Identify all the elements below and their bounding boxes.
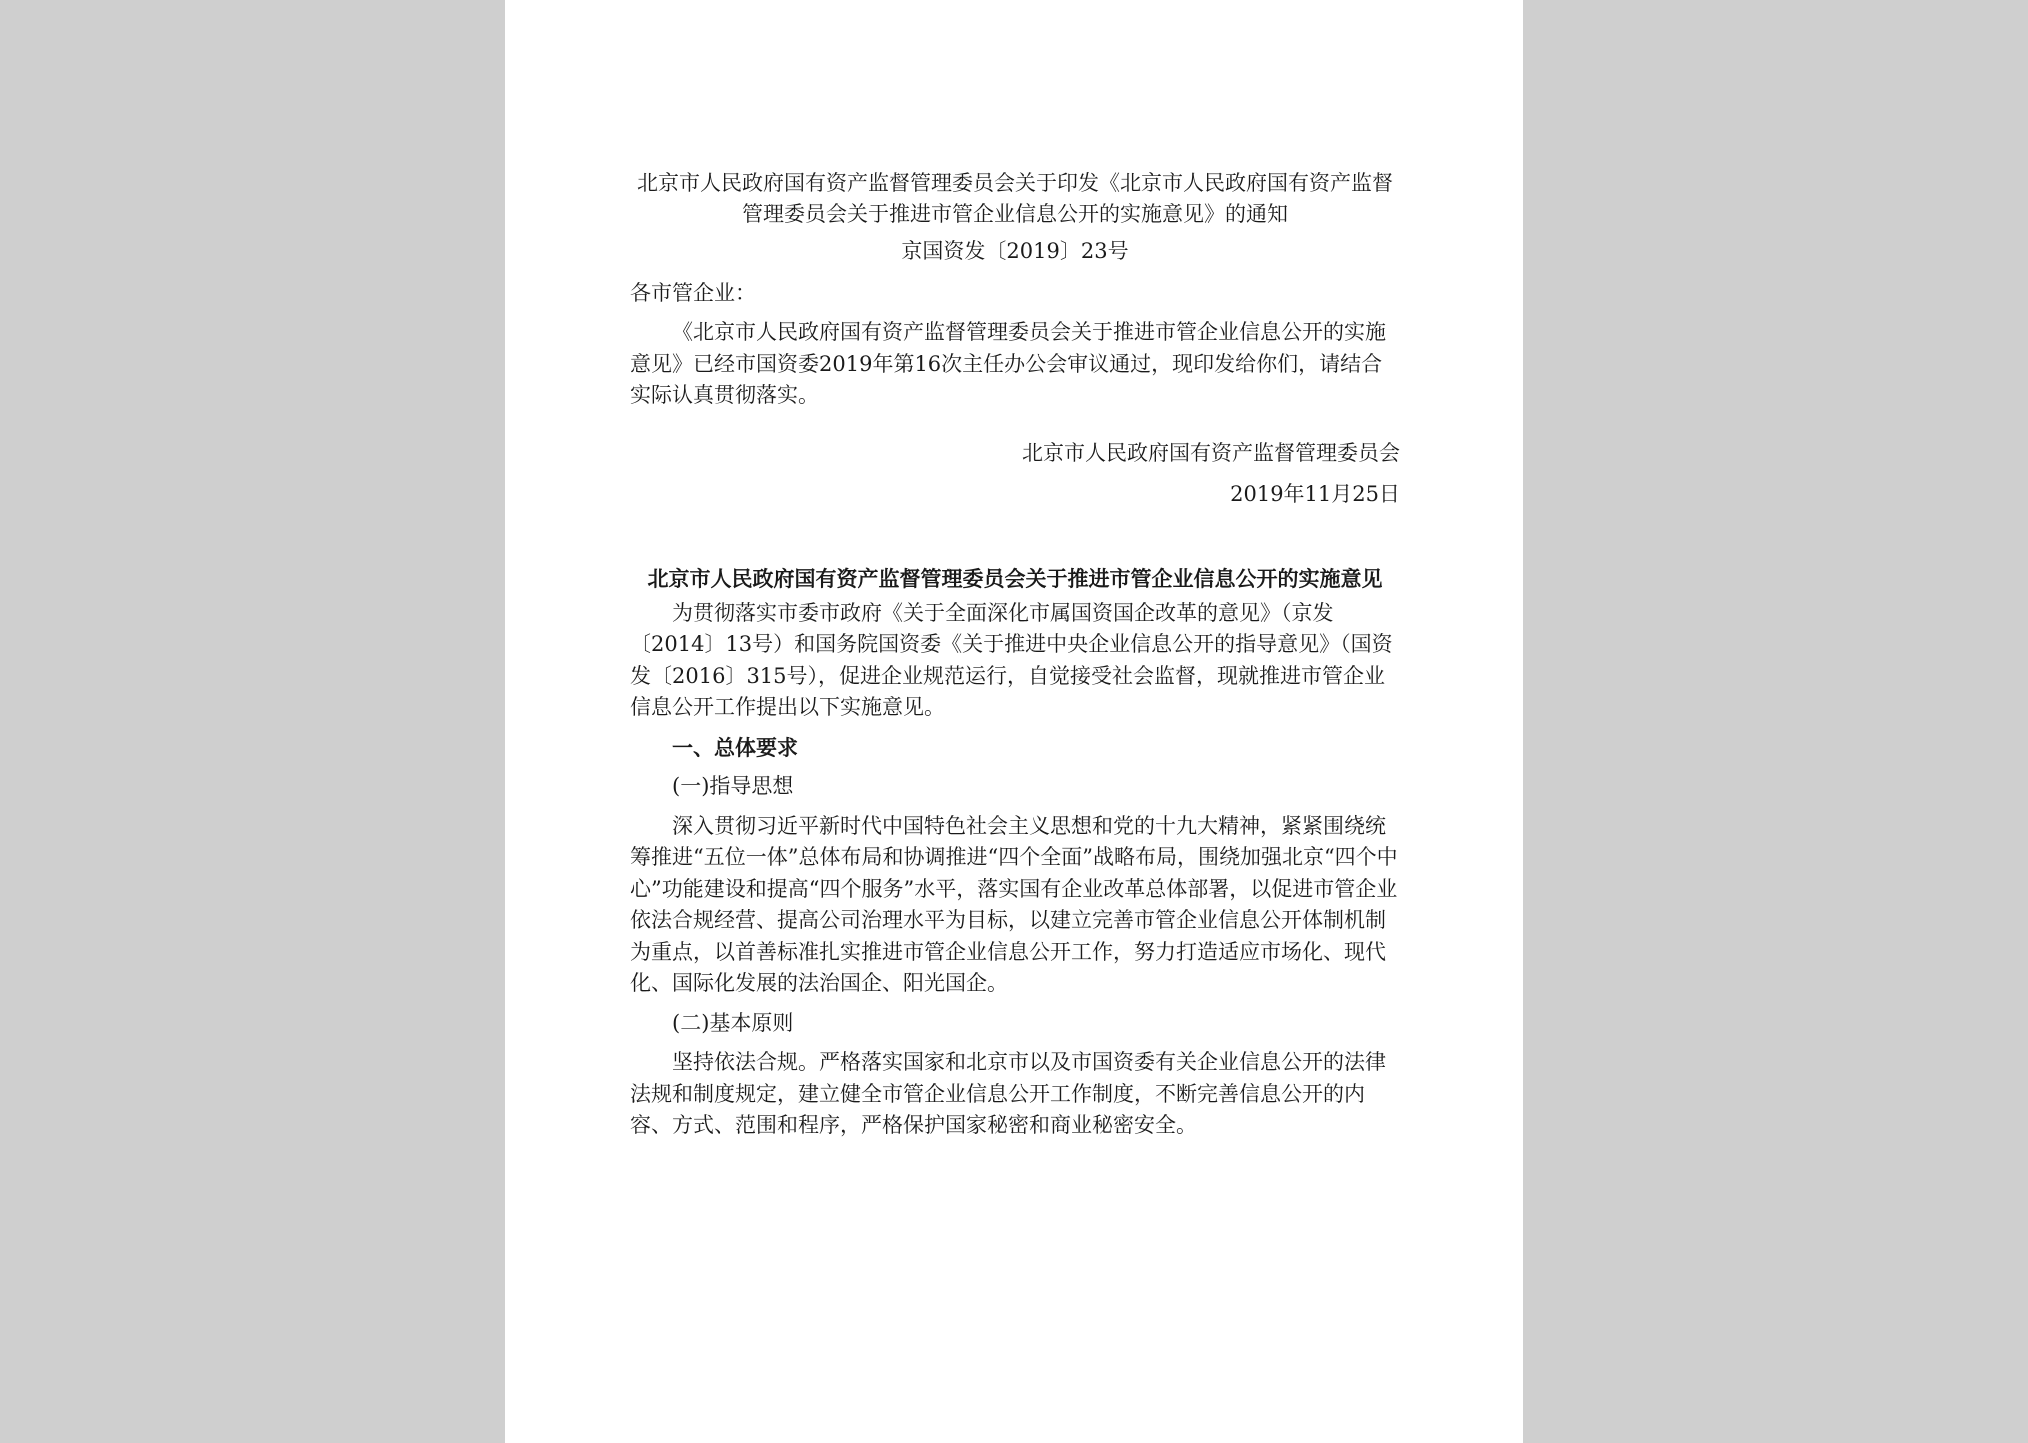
notice-body: 《北京市人民政府国有资产监督管理委员会关于推进市管企业信息公开的实施意见》已经市国资委2019年第16次主任办公会审议通过，现印发给你们，请结合实际认真贯彻落实。 — [630, 320, 1386, 407]
opinion-intro: 为贯彻落实市委市政府《关于全面深化市属国资国企改革的意见》（京发〔2014〕13号）和国务院国资委《关于推进中央企业信息公开的指导意见》（国资发〔2016〕315号），促进企业规范运行，自觉接受社会监督，现就推进市管企业信息公开工作提出以下实施意见。 — [630, 600, 1393, 719]
subsection-heading-basic-principles: (二)基本原则 — [672, 1010, 794, 1035]
notice-title: 北京市人民政府国有资产监督管理委员会关于印发《北京市人民政府国有资产监督管理委员会关于推进市管企业信息公开的实施意见》的通知 — [637, 171, 1393, 226]
opinion-title: 北京市人民政府国有资产监督管理委员会关于推进市管企业信息公开的实施意见 — [647, 565, 1383, 591]
issuer-signature: 北京市人民政府国有资产监督管理委员会 — [1022, 440, 1400, 465]
document-number: 京国资发〔2019〕23号 — [901, 239, 1129, 263]
subsection-heading-guiding-ideology: (一)指导思想 — [672, 774, 794, 798]
guiding-ideology-body: 深入贯彻习近平新时代中国特色社会主义思想和党的十九大精神，紧紧围绕统筹推进“五位一体”总体布局和协调推进“四个全面”战略布局，围绕加强北京“四个中心”功能建设和提高“四个服务”水平，落实国有企业改革总体部署，以促进市管企业依法合规经营、提高公司治理水平为目标，以建立完善市管企业信息公开体制机制为重点，以首善标准扎实推进市管企业信息公开工作，努力打造适应市场化、现代化、国际化发展的法治国企、阳光国企。 — [630, 813, 1398, 995]
document-content — [630, 168, 1400, 1142]
issue-date: 2019年11月25日 — [1230, 482, 1400, 506]
section-heading-general-requirements: 一、总体要求 — [672, 734, 798, 760]
basic-principles-body: 坚持依法合规。严格落实国家和北京市以及市国资委有关企业信息公开的法律法规和制度规定，建立健全市管企业信息公开工作制度，不断完善信息公开的内容、方式、范围和程序，严格保护国家秘密和商业秘密安全。 — [630, 1050, 1386, 1137]
salutation: 各市管企业： — [630, 280, 756, 305]
document-page — [505, 0, 1523, 1443]
